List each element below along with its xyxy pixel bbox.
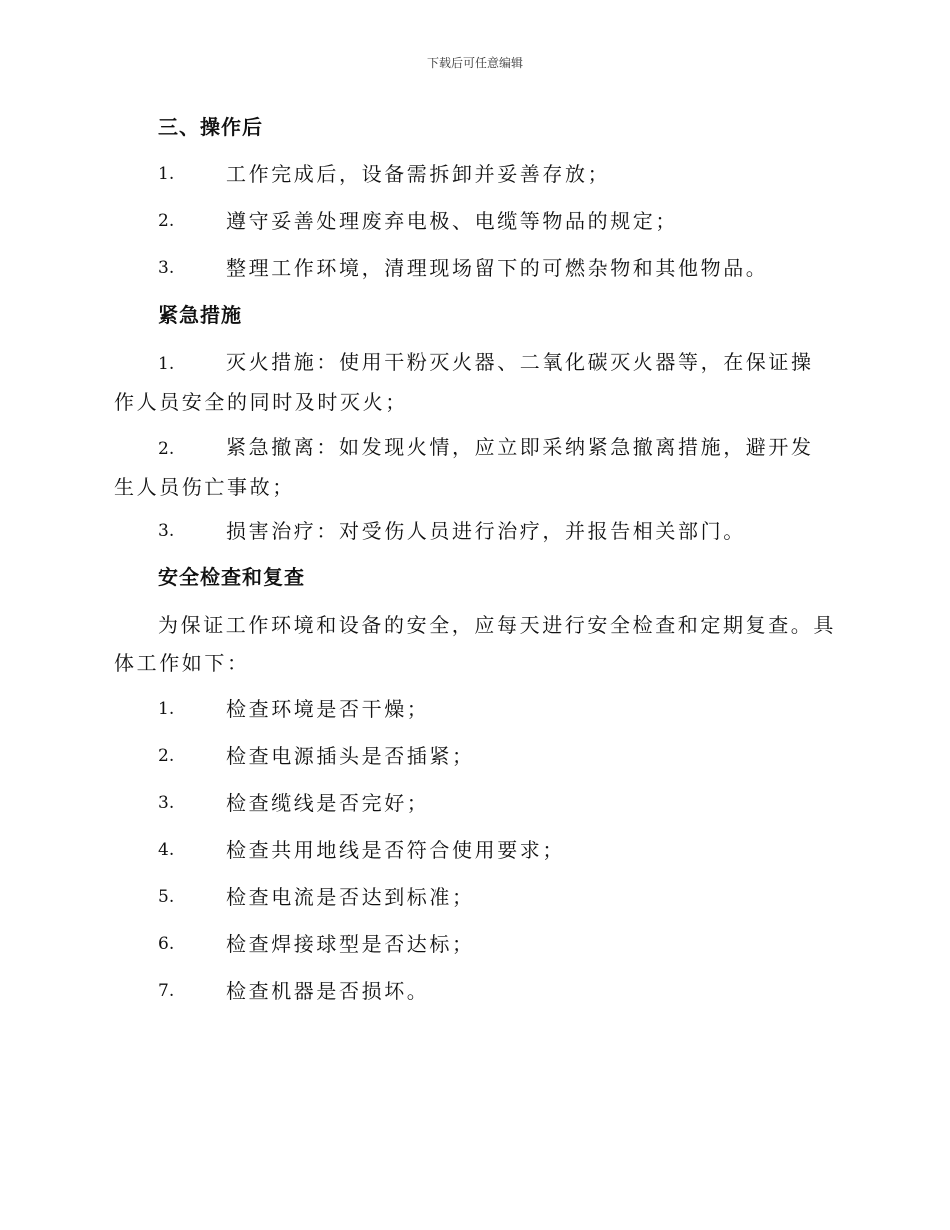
list-text: 灭火措施：使用干粉灭火器、二氧化碳灭火器等，在保证操作人员安全的同时及时灭火； (114, 350, 814, 414)
list-number: 3. (158, 258, 175, 278)
list-text: 损害治疗：对受伤人员进行治疗，并报告相关部门。 (226, 519, 746, 543)
list-number: 3. (158, 521, 175, 541)
list-number: 3. (158, 793, 175, 813)
page-header: 下载后可任意编辑 (426, 56, 523, 70)
list-text: 工作完成后，设备需拆卸并妥善存放； (226, 162, 611, 186)
list-text: 检查缆线是否完好； (226, 791, 430, 815)
list-number: 2. (158, 746, 175, 766)
list-text: 检查机器是否损坏。 (226, 979, 430, 1003)
list-number: 1. (158, 354, 175, 374)
list-text: 检查电流是否达到标准； (226, 885, 475, 909)
list-item (114, 428, 836, 506)
list-number: 5. (158, 887, 175, 907)
list-number: 6. (158, 934, 175, 954)
list-text: 紧急撤离：如发现火情，应立即采纳紧急撤离措施，避开发生人员伤亡事故； (114, 435, 814, 499)
list-number: 1. (158, 699, 175, 719)
list-text: 检查电源插头是否插紧； (226, 744, 475, 768)
list-text: 检查环境是否干燥； (226, 697, 430, 721)
list-number: 1. (158, 164, 175, 184)
list-number: 2. (158, 439, 175, 459)
list-text: 检查焊接球型是否达标； (226, 932, 475, 956)
list-item (114, 343, 836, 421)
intro-paragraph: 为保证工作环境和设备的安全，应每天进行安全检查和定期复查。具体工作如下： (114, 613, 836, 675)
list-number: 7. (158, 981, 175, 1001)
list-text: 检查共用地线是否符合使用要求； (226, 838, 565, 862)
list-text: 遵守妥善处理废弃电极、电缆等物品的规定； (226, 209, 678, 233)
list-number: 4. (158, 840, 175, 860)
section-heading-after-operation: 三、操作后 (158, 115, 263, 139)
section-heading-emergency: 紧急措施 (158, 303, 242, 327)
list-number: 2. (158, 211, 175, 231)
section-heading-safety-check: 安全检查和复查 (158, 565, 305, 589)
list-text: 整理工作环境，清理现场留下的可燃杂物和其他物品。 (226, 256, 769, 280)
